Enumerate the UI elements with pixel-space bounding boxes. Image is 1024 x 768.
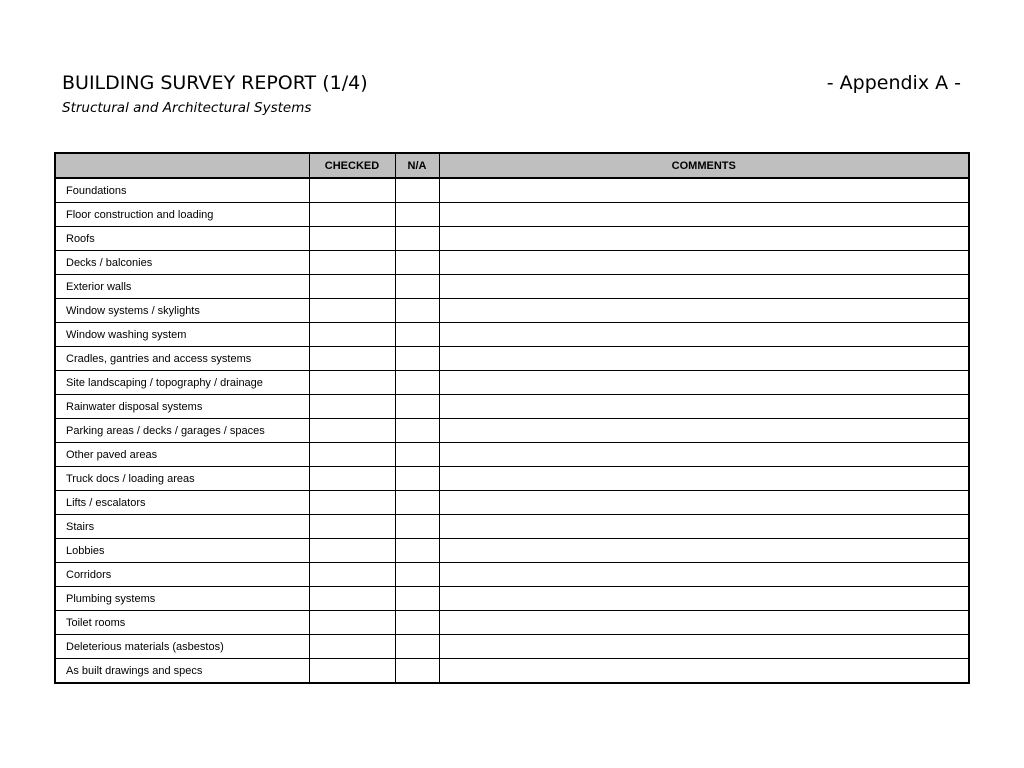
table-row — [55, 323, 969, 347]
row-item-label: Foundations — [55, 178, 309, 203]
na-cell[interactable] — [395, 178, 439, 203]
checked-cell[interactable] — [309, 347, 395, 371]
survey-checklist-table — [54, 152, 970, 684]
row-item-label: Decks / balconies — [55, 251, 309, 275]
table-body — [55, 178, 969, 683]
checked-cell[interactable] — [309, 491, 395, 515]
checked-cell[interactable] — [309, 611, 395, 635]
table-row — [55, 635, 969, 659]
checked-cell[interactable] — [309, 443, 395, 467]
na-cell[interactable] — [395, 491, 439, 515]
table-row — [55, 539, 969, 563]
table-row — [55, 299, 969, 323]
na-cell[interactable] — [395, 587, 439, 611]
na-cell[interactable] — [395, 299, 439, 323]
row-item-label: Window washing system — [55, 323, 309, 347]
na-cell[interactable] — [395, 275, 439, 299]
report-title: BUILDING SURVEY REPORT (1/4) — [62, 72, 368, 94]
row-item-label: Exterior walls — [55, 275, 309, 299]
na-cell[interactable] — [395, 203, 439, 227]
table-row — [55, 611, 969, 635]
na-cell[interactable] — [395, 515, 439, 539]
row-item-label: Toilet rooms — [55, 611, 309, 635]
comments-cell[interactable] — [439, 251, 969, 275]
row-item-label: Lobbies — [55, 539, 309, 563]
header-checked: CHECKED — [309, 153, 395, 178]
comments-cell[interactable] — [439, 659, 969, 684]
na-cell[interactable] — [395, 539, 439, 563]
table-row — [55, 275, 969, 299]
row-item-label: Stairs — [55, 515, 309, 539]
table-row — [55, 491, 969, 515]
checked-cell[interactable] — [309, 419, 395, 443]
na-cell[interactable] — [395, 371, 439, 395]
appendix-label: - Appendix A - — [826, 72, 961, 94]
row-item-label: Other paved areas — [55, 443, 309, 467]
comments-cell[interactable] — [439, 178, 969, 203]
table-row — [55, 203, 969, 227]
header-item — [55, 153, 309, 178]
comments-cell[interactable] — [439, 443, 969, 467]
comments-cell[interactable] — [439, 467, 969, 491]
table-row — [55, 227, 969, 251]
na-cell[interactable] — [395, 467, 439, 491]
checked-cell[interactable] — [309, 227, 395, 251]
na-cell[interactable] — [395, 323, 439, 347]
comments-cell[interactable] — [439, 275, 969, 299]
comments-cell[interactable] — [439, 563, 969, 587]
table-header — [55, 153, 969, 178]
checked-cell[interactable] — [309, 178, 395, 203]
na-cell[interactable] — [395, 659, 439, 684]
checked-cell[interactable] — [309, 251, 395, 275]
checked-cell[interactable] — [309, 203, 395, 227]
checked-cell[interactable] — [309, 563, 395, 587]
na-cell[interactable] — [395, 611, 439, 635]
row-item-label: Parking areas / decks / garages / spaces — [55, 419, 309, 443]
header-na: N/A — [395, 153, 439, 178]
na-cell[interactable] — [395, 443, 439, 467]
na-cell[interactable] — [395, 347, 439, 371]
checked-cell[interactable] — [309, 587, 395, 611]
table-row — [55, 467, 969, 491]
table-row — [55, 371, 969, 395]
comments-cell[interactable] — [439, 635, 969, 659]
comments-cell[interactable] — [439, 203, 969, 227]
checked-cell[interactable] — [309, 299, 395, 323]
table-row — [55, 563, 969, 587]
table-row — [55, 347, 969, 371]
row-item-label: Site landscaping / topography / drainage — [55, 371, 309, 395]
na-cell[interactable] — [395, 395, 439, 419]
table-row — [55, 251, 969, 275]
checked-cell[interactable] — [309, 515, 395, 539]
comments-cell[interactable] — [439, 299, 969, 323]
comments-cell[interactable] — [439, 227, 969, 251]
row-item-label: Corridors — [55, 563, 309, 587]
checked-cell[interactable] — [309, 323, 395, 347]
checked-cell[interactable] — [309, 371, 395, 395]
comments-cell[interactable] — [439, 395, 969, 419]
table-row — [55, 659, 969, 684]
comments-cell[interactable] — [439, 539, 969, 563]
checked-cell[interactable] — [309, 275, 395, 299]
row-item-label: Cradles, gantries and access systems — [55, 347, 309, 371]
row-item-label: Floor construction and loading — [55, 203, 309, 227]
table-row — [55, 515, 969, 539]
comments-cell[interactable] — [439, 515, 969, 539]
na-cell[interactable] — [395, 419, 439, 443]
comments-cell[interactable] — [439, 371, 969, 395]
checked-cell[interactable] — [309, 467, 395, 491]
table-row — [55, 178, 969, 203]
row-item-label: Roofs — [55, 227, 309, 251]
comments-cell[interactable] — [439, 347, 969, 371]
table-row — [55, 395, 969, 419]
comments-cell[interactable] — [439, 611, 969, 635]
checked-cell[interactable] — [309, 659, 395, 684]
comments-cell[interactable] — [439, 323, 969, 347]
table-row — [55, 419, 969, 443]
row-item-label: Window systems / skylights — [55, 299, 309, 323]
report-subtitle: Structural and Architectural Systems — [62, 100, 312, 116]
row-item-label: Truck docs / loading areas — [55, 467, 309, 491]
row-item-label: Lifts / escalators — [55, 491, 309, 515]
row-item-label: As built drawings and specs — [55, 659, 309, 684]
checked-cell[interactable] — [309, 395, 395, 419]
row-item-label: Rainwater disposal systems — [55, 395, 309, 419]
comments-cell[interactable] — [439, 491, 969, 515]
na-cell[interactable] — [395, 563, 439, 587]
comments-cell[interactable] — [439, 587, 969, 611]
na-cell[interactable] — [395, 227, 439, 251]
na-cell[interactable] — [395, 251, 439, 275]
row-item-label: Deleterious materials (asbestos) — [55, 635, 309, 659]
checked-cell[interactable] — [309, 539, 395, 563]
comments-cell[interactable] — [439, 419, 969, 443]
row-item-label: Plumbing systems — [55, 587, 309, 611]
header-comments: COMMENTS — [439, 153, 969, 178]
na-cell[interactable] — [395, 635, 439, 659]
table-row — [55, 587, 969, 611]
header-row — [55, 153, 969, 178]
table-row — [55, 443, 969, 467]
checked-cell[interactable] — [309, 635, 395, 659]
